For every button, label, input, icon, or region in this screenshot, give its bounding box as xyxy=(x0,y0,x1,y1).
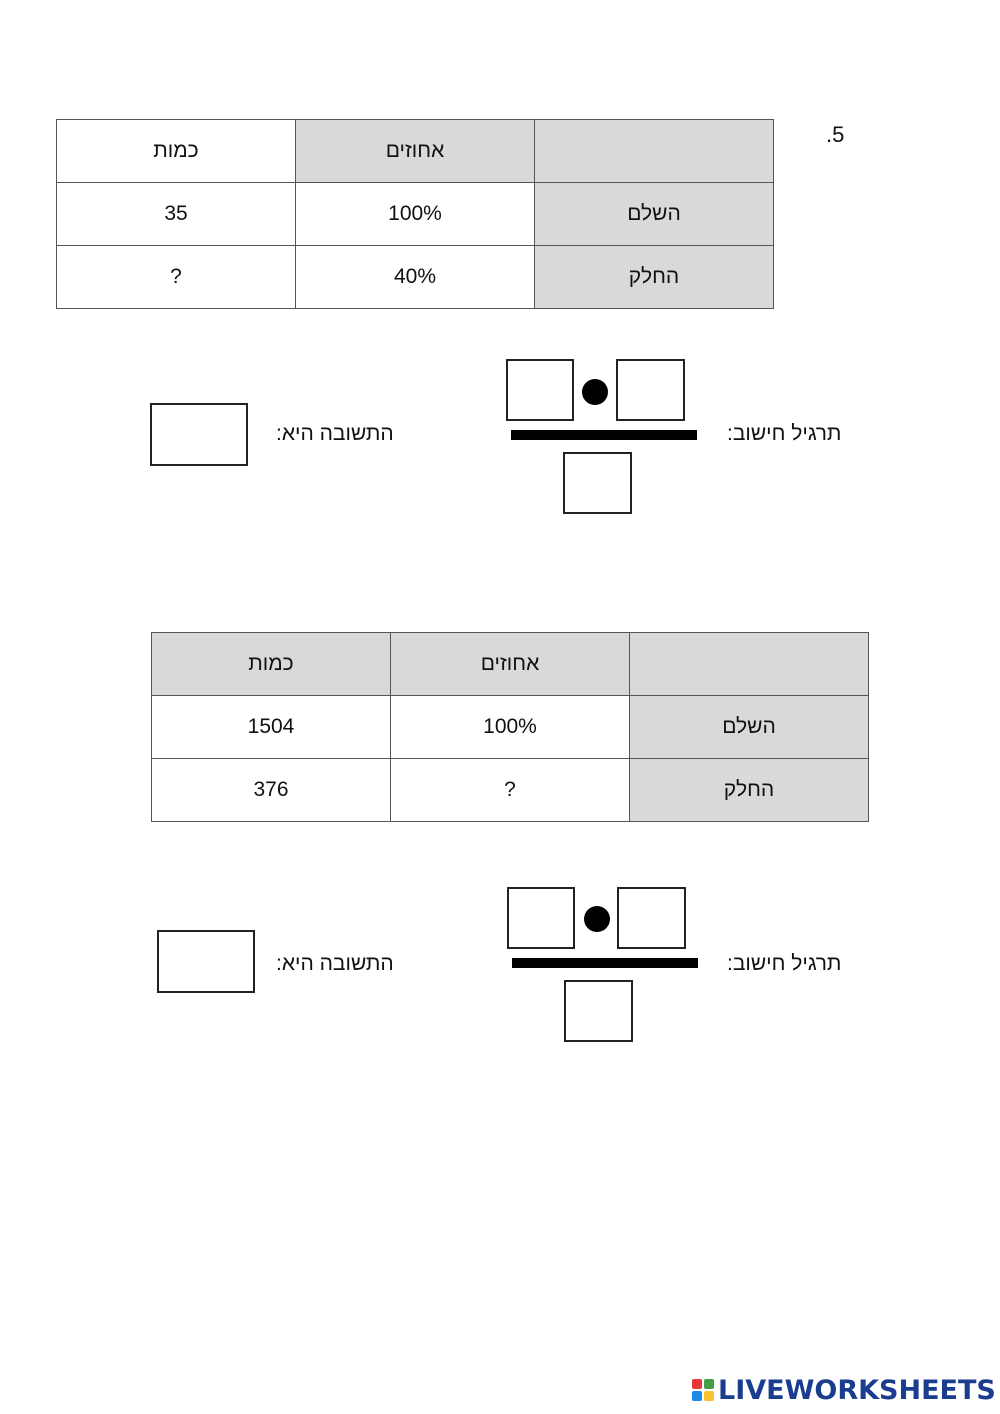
row-label-whole: השלם xyxy=(630,696,869,759)
row-label-part: החלק xyxy=(630,759,869,822)
calc-label-2: תרגיל חישוב: xyxy=(727,952,842,975)
cell-percent: ? xyxy=(391,759,630,822)
multiply-dot-1 xyxy=(582,379,608,405)
liveworksheets-logo xyxy=(692,1372,996,1408)
logo-square-blue xyxy=(692,1391,702,1401)
multiply-dot-2 xyxy=(584,906,610,932)
cell-amount: 1504 xyxy=(152,696,391,759)
percent-table-2 xyxy=(151,632,869,822)
denominator-box-1[interactable] xyxy=(563,452,632,514)
cell-amount: 376 xyxy=(152,759,391,822)
header-percent: אחוזים xyxy=(296,120,535,183)
fraction-bar-2 xyxy=(512,958,698,968)
header-amount: כמות xyxy=(57,120,296,183)
table-header-row xyxy=(152,633,869,696)
numerator-left-box-1[interactable] xyxy=(506,359,574,421)
logo-square-red xyxy=(692,1379,702,1389)
answer-box-2[interactable] xyxy=(157,930,255,993)
fraction-bar-1 xyxy=(511,430,697,440)
cell-amount: ? xyxy=(57,246,296,309)
row-label-whole: השלם xyxy=(535,183,774,246)
logo-square-green xyxy=(704,1379,714,1389)
logo-square-yellow xyxy=(704,1391,714,1401)
cell-percent: 100% xyxy=(296,183,535,246)
table-row xyxy=(57,246,774,309)
numerator-right-box-2[interactable] xyxy=(617,887,686,949)
row-label-part: החלק xyxy=(535,246,774,309)
cell-amount: 35 xyxy=(57,183,296,246)
header-percent: אחוזים xyxy=(391,633,630,696)
logo-icon xyxy=(692,1379,714,1401)
answer-label-2: התשובה היא: xyxy=(276,952,394,975)
cell-percent: 100% xyxy=(391,696,630,759)
numerator-left-box-2[interactable] xyxy=(507,887,575,949)
percent-table-1 xyxy=(56,119,774,309)
answer-label-1: התשובה היא: xyxy=(276,422,394,445)
cell-percent: 40% xyxy=(296,246,535,309)
header-blank xyxy=(630,633,869,696)
denominator-box-2[interactable] xyxy=(564,980,633,1042)
table-row xyxy=(152,759,869,822)
calc-label-1: תרגיל חישוב: xyxy=(727,422,842,445)
question-number: .5 xyxy=(826,122,845,147)
header-amount: כמות xyxy=(152,633,391,696)
numerator-right-box-1[interactable] xyxy=(616,359,685,421)
table-header-row xyxy=(57,120,774,183)
header-blank xyxy=(535,120,774,183)
table-row xyxy=(152,696,869,759)
table-row xyxy=(57,183,774,246)
logo-text: LIVEWORKSHEETS xyxy=(718,1374,996,1406)
answer-box-1[interactable] xyxy=(150,403,248,466)
